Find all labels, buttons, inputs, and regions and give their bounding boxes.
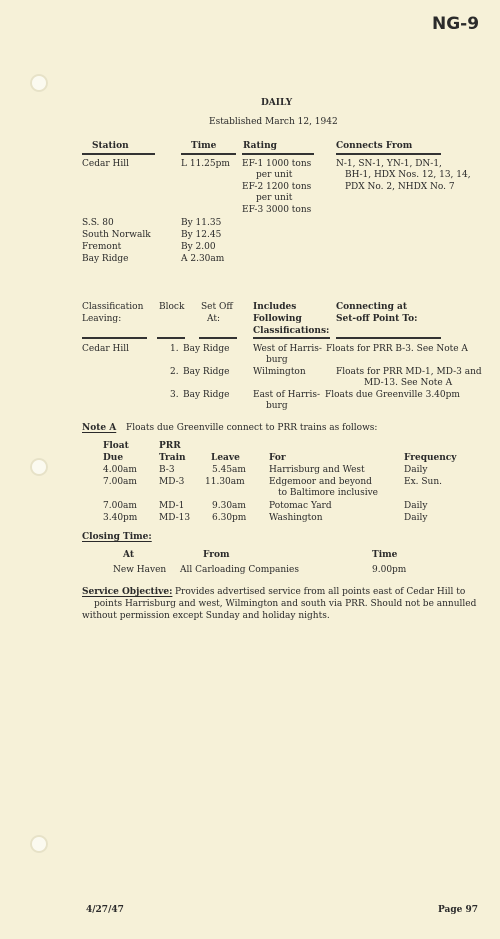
header-connects: Connects From: [336, 141, 413, 151]
includes-line: East of Harris-: [253, 390, 320, 400]
header-rule: [199, 337, 237, 339]
header-rule: [336, 153, 441, 155]
setoff-cell: Bay Ridge: [183, 367, 230, 377]
setoff-cell: Bay Ridge: [183, 390, 230, 400]
connecting-line: Floats for PRR B-3. See Note A: [326, 344, 468, 354]
header-setoff-at: At:: [207, 314, 220, 324]
time-cell: By 2.00: [181, 242, 216, 252]
time-cell: By 11.35: [181, 218, 222, 228]
station-cell: Bay Ridge: [82, 254, 129, 264]
header-leave: Leave: [211, 453, 240, 463]
service-line: Provides advertised service from all points east of Cedar Hill to: [175, 587, 466, 597]
time-cell: By 12.45: [181, 230, 222, 240]
header-setoff: Set Off: [201, 302, 233, 312]
header-connecting: Connecting at: [336, 302, 407, 312]
header-rating: Rating: [243, 141, 277, 151]
closing-time-cell: 9.00pm: [372, 565, 407, 575]
float-due-cell: 3.40pm: [103, 513, 138, 523]
header-classifications: Classifications:: [253, 326, 330, 336]
float-due-cell: 7.00am: [103, 477, 137, 487]
header-following: Following: [253, 314, 302, 324]
rating-line: per unit: [256, 193, 293, 203]
leave-cell: 9.30am: [212, 501, 246, 511]
note-a-label: Note A: [82, 423, 117, 433]
connects-line: N-1, SN-1, YN-1, DN-1,: [336, 159, 442, 169]
header-block: Block: [159, 302, 185, 312]
setoff-cell: Bay Ridge: [183, 344, 230, 354]
station-cell: Fremont: [82, 242, 122, 252]
rating-line: EF-1 1000 tons: [242, 159, 312, 169]
train-cell: MD-13: [159, 513, 191, 523]
header-station: Station: [92, 141, 129, 151]
footer-date: 4/27/47: [86, 905, 124, 915]
schedule-heading: DAILY: [261, 98, 293, 108]
includes-line: Wilmington: [253, 367, 306, 377]
train-cell: MD-1: [159, 501, 185, 511]
includes-line: West of Harris-: [253, 344, 322, 354]
binder-hole: [30, 835, 48, 853]
established-date: Established March 12, 1942: [209, 117, 338, 127]
header-rule: [336, 337, 441, 339]
header-rule: [181, 153, 236, 155]
header-rule: [253, 337, 330, 339]
leaving-cell: Cedar Hill: [82, 344, 129, 354]
rating-line: EF-3 3000 tons: [242, 205, 312, 215]
header-setoff-point: Set-off Point To:: [336, 314, 418, 324]
includes-line: burg: [266, 355, 288, 365]
frequency-cell: Daily: [404, 465, 428, 475]
header-at: At: [123, 550, 134, 560]
connects-line: BH-1, HDX Nos. 12, 13, 14,: [345, 170, 471, 180]
service-label: Service Objective:: [82, 587, 173, 597]
header-float: Float: [103, 441, 129, 451]
for-line: Edgemoor and beyond: [269, 477, 372, 487]
leave-cell: 6.30pm: [212, 513, 247, 523]
page-number: Page 97: [438, 905, 479, 915]
header-rule: [157, 337, 185, 339]
station-cell: S.S. 80: [82, 218, 114, 228]
connecting-line: MD-13. See Note A: [364, 378, 453, 388]
header-classification: Classification: [82, 302, 144, 312]
station-cell: South Norwalk: [82, 230, 151, 240]
for-line: to Baltimore inclusive: [278, 488, 378, 498]
time-cell: L 11.25pm: [181, 159, 230, 169]
closing-from-cell: All Carloading Companies: [180, 565, 299, 575]
train-cell: B-3: [159, 465, 175, 475]
header-prr: PRR: [159, 441, 181, 451]
float-due-cell: 4.00am: [103, 465, 137, 475]
header-rule: [82, 153, 155, 155]
block-cell: 1.: [170, 344, 179, 354]
closing-label: Closing Time:: [82, 532, 152, 542]
station-cell: Cedar Hill: [82, 159, 129, 169]
rating-line: per unit: [256, 170, 293, 180]
rating-line: EF-2 1200 tons: [242, 182, 312, 192]
note-a-text: Floats due Greenville connect to PRR trains as follows:: [126, 423, 378, 433]
header-for: For: [269, 453, 286, 463]
connecting-line: Floats for PRR MD-1, MD-3 and: [336, 367, 482, 377]
for-line: Potomac Yard: [269, 501, 332, 511]
frequency-cell: Daily: [404, 501, 428, 511]
header-rule: [242, 153, 314, 155]
header-includes: Includes: [253, 302, 297, 312]
float-due-cell: 7.00am: [103, 501, 137, 511]
header-closing-time: Time: [372, 550, 398, 560]
header-rule: [82, 337, 147, 339]
page-code: NG-9: [432, 14, 480, 34]
binder-hole: [30, 458, 48, 476]
time-cell: A 2.30am: [181, 254, 225, 264]
block-cell: 3.: [170, 390, 179, 400]
binder-hole: [30, 74, 48, 92]
header-train: Train: [159, 453, 186, 463]
header-frequency: Frequency: [404, 453, 457, 463]
train-cell: MD-3: [159, 477, 185, 487]
frequency-cell: Daily: [404, 513, 428, 523]
header-from: From: [203, 550, 230, 560]
frequency-cell: Ex. Sun.: [404, 477, 442, 487]
includes-line: burg: [266, 401, 288, 411]
header-leaving: Leaving:: [82, 314, 122, 324]
closing-at-cell: New Haven: [113, 565, 167, 575]
connects-line: PDX No. 2, NHDX No. 7: [345, 182, 455, 192]
leave-cell: 11.30am: [205, 477, 245, 487]
for-line: Harrisburg and West: [269, 465, 365, 475]
connecting-line: Floats due Greenville 3.40pm: [325, 390, 460, 400]
service-line: without permission except Sunday and holiday nights.: [82, 611, 330, 621]
service-line: points Harrisburg and west, Wilmington and south via PRR. Should not be annulled: [94, 599, 477, 609]
for-line: Washington: [269, 513, 323, 523]
leave-cell: 5.45am: [212, 465, 246, 475]
header-due: Due: [103, 453, 124, 463]
block-cell: 2.: [170, 367, 179, 377]
header-time: Time: [191, 141, 217, 151]
